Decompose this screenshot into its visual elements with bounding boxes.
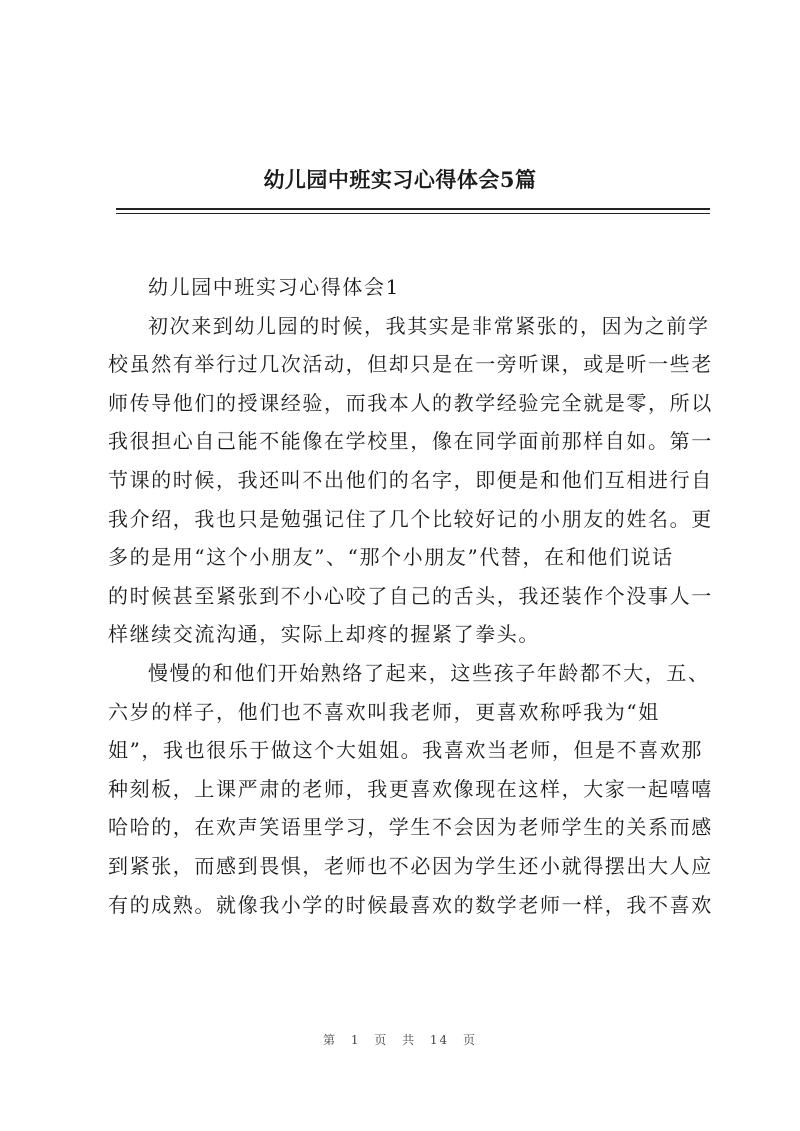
- paragraph-line: 种刻板，上课严肃的老师，我更喜欢像现在这样，大家一起嘻嘻: [108, 776, 713, 801]
- paragraph-line: 哈哈的，在欢声笑语里学习，学生不会因为老师学生的关系而感: [108, 815, 713, 840]
- document-title: 幼儿园中班实习心得体会5篇: [263, 167, 537, 192]
- paragraph-line: 慢慢的和他们开始熟络了起来，这些孩子年龄都不大，五、: [148, 660, 710, 685]
- paragraph-line: 姐”，我也很乐于做这个大姐姐。我喜欢当老师，但是不喜欢那: [108, 738, 704, 763]
- paragraph-line: 有的成熟。就像我小学的时候最喜欢的数学老师一样，我不喜欢: [108, 892, 713, 917]
- paragraph-line: 校虽然有举行过几次活动，但却只是在一旁听课，或是听一些老: [108, 352, 713, 377]
- paragraph-line: 的时候甚至紧张到不小心咬了自己的舌头，我还装作个没事人一: [108, 583, 713, 608]
- document-body: [108, 268, 712, 924]
- page-number-footer: 第 1 页 共 14 页: [323, 1033, 477, 1047]
- paragraph-line: 节课的时候，我还叫不出他们的名字，即便是和他们互相进行自: [108, 467, 713, 492]
- paragraph-line: 六岁的样子，他们也不喜欢叫我老师，更喜欢称呼我为“姐: [108, 699, 660, 724]
- paragraph-line: 我很担心自己能不能像在学校里，像在同学面前那样自如。第一: [108, 429, 713, 454]
- paragraph-line: 初次来到幼儿园的时候，我其实是非常紧张的，因为之前学: [148, 313, 710, 338]
- section-heading: 幼儿园中班实习心得体会1: [148, 275, 400, 299]
- paragraph-line: 样继续交流沟通，实际上却疼的握紧了拳头。: [108, 622, 540, 647]
- paragraph-line: 师传导他们的授课经验，而我本人的教学经验完全就是零，所以: [108, 390, 713, 415]
- paragraph-line: 我介绍，我也只是勉强记住了几个比较好记的小朋友的姓名。更: [108, 506, 713, 531]
- paragraph-line: 多的是用“这个小朋友”、“那个小朋友”代替，在和他们说话: [108, 545, 674, 570]
- title-divider: [116, 208, 710, 210]
- title-divider-thin: [116, 213, 710, 214]
- paragraph-line: 到紧张，而感到畏惧，老师也不必因为学生还小就得摆出大人应: [108, 853, 713, 878]
